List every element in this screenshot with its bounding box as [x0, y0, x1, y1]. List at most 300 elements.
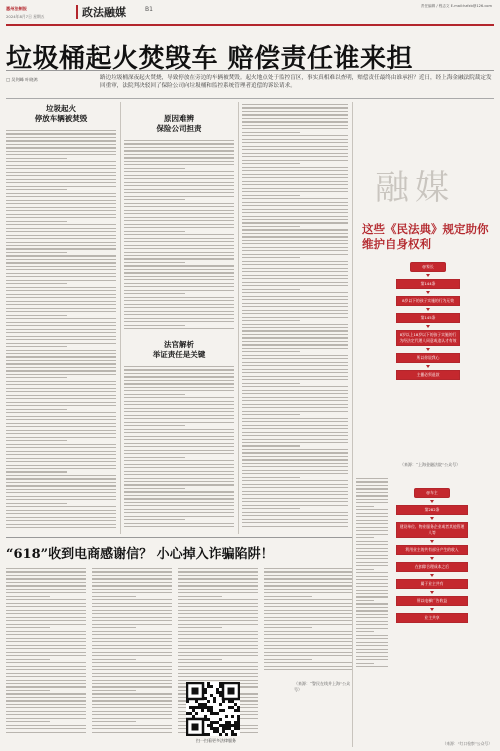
text-line	[6, 489, 116, 490]
text-line	[242, 512, 348, 513]
text-line	[92, 714, 172, 715]
text-line	[124, 397, 234, 398]
text-line	[356, 548, 388, 549]
text-line	[124, 516, 234, 517]
text-line	[242, 135, 348, 136]
text-line	[92, 589, 172, 590]
text-line	[124, 318, 234, 319]
text-line	[6, 652, 86, 653]
text-line	[356, 530, 388, 531]
text-line	[356, 645, 388, 646]
text-line	[242, 299, 348, 300]
text-line	[6, 339, 116, 340]
text-line	[6, 384, 116, 385]
text-line	[242, 432, 348, 433]
text-line	[242, 407, 348, 408]
text-line	[92, 700, 172, 701]
text-line	[242, 508, 300, 509]
text-line	[124, 401, 234, 402]
text-line	[178, 662, 258, 663]
text-line	[124, 474, 234, 475]
text-line	[124, 227, 234, 228]
text-line	[6, 147, 116, 148]
paper-name: 惠州法制报	[6, 6, 27, 11]
text-line	[124, 168, 185, 169]
text-line	[124, 415, 234, 416]
text-line	[264, 599, 352, 600]
text-line	[6, 686, 86, 687]
text-line	[92, 582, 172, 583]
text-line	[92, 624, 172, 625]
text-line	[6, 478, 116, 479]
flow-box: 所以你说我心	[396, 353, 460, 363]
text-line	[264, 603, 352, 604]
text-line	[124, 387, 234, 388]
text-line	[178, 680, 258, 681]
text-line	[264, 620, 352, 621]
text-line	[6, 363, 116, 364]
text-line	[356, 520, 388, 521]
flow-arrow	[430, 540, 434, 543]
text-line	[242, 257, 300, 258]
text-line	[242, 470, 348, 471]
flow-arrow	[430, 500, 434, 503]
text-line	[242, 156, 348, 157]
text-line	[242, 428, 348, 429]
text-line	[178, 648, 258, 649]
text-line	[242, 327, 348, 328]
text-line	[92, 638, 172, 639]
sidebar-divider	[352, 102, 353, 747]
text-line	[242, 128, 348, 129]
text-line	[92, 603, 172, 604]
text-line	[124, 460, 234, 461]
flow-arrow	[426, 274, 430, 277]
text-line	[124, 376, 234, 377]
text-line	[6, 175, 116, 176]
text-line	[6, 524, 116, 525]
text-line	[6, 235, 116, 236]
flow-arrow	[430, 574, 434, 577]
text-line	[242, 435, 348, 436]
text-line	[6, 707, 86, 708]
text-line	[6, 154, 116, 155]
text-line	[242, 254, 348, 255]
text-line	[92, 680, 172, 681]
text-line	[264, 624, 352, 625]
text-line	[242, 341, 348, 342]
text-line	[6, 311, 116, 312]
text-line	[6, 596, 50, 597]
text-line	[264, 669, 352, 670]
text-line	[6, 207, 116, 208]
second-col-4	[264, 568, 352, 678]
text-line	[356, 534, 388, 535]
text-line	[124, 325, 185, 326]
text-line	[124, 175, 234, 176]
text-line	[124, 422, 234, 423]
text-line	[6, 144, 116, 145]
text-line	[124, 276, 234, 277]
second-article-source: （来源：“警民在线并上海”公众号）	[294, 681, 351, 692]
text-line	[242, 233, 348, 234]
text-line	[6, 571, 86, 572]
main-headline: 垃圾桶起火焚毁车 赔偿责任谁来担	[6, 44, 414, 74]
text-line	[356, 624, 388, 625]
text-line	[6, 451, 116, 452]
sidebar-title: 这些《民法典》规定助你维护自身权利	[362, 222, 489, 251]
text-line	[6, 297, 116, 298]
text-line	[124, 217, 234, 218]
text-line	[356, 652, 388, 653]
second-headline: “618”收到电商感谢信？ 小心掉入诈骗陷阱！	[6, 547, 274, 562]
text-line	[356, 569, 374, 570]
text-line	[264, 610, 352, 611]
text-line	[242, 271, 348, 272]
text-line	[124, 404, 234, 405]
text-line	[242, 184, 348, 185]
text-line	[124, 491, 234, 492]
text-line	[178, 659, 222, 660]
text-line	[6, 161, 116, 162]
text-line	[242, 404, 348, 405]
text-line	[124, 495, 234, 496]
text-line	[124, 262, 185, 263]
text-line	[124, 411, 234, 412]
text-line	[124, 484, 234, 485]
text-line	[242, 425, 348, 426]
text-line	[242, 362, 348, 363]
text-line	[6, 503, 67, 504]
text-line	[356, 481, 388, 482]
text-line	[356, 565, 388, 566]
text-line	[124, 213, 234, 214]
text-line	[242, 236, 348, 237]
text-line	[356, 635, 388, 636]
column-1-body	[6, 130, 116, 535]
text-line	[264, 606, 352, 607]
text-line	[356, 544, 388, 545]
editor-info: 责任编辑 / 程志文 E-mail:hzfzb@126.com	[420, 4, 492, 8]
text-line	[124, 481, 234, 482]
text-line	[6, 189, 67, 190]
text-line	[6, 381, 116, 382]
text-line	[6, 402, 116, 403]
text-line	[92, 683, 172, 684]
column-2b-heading: 法官解析 举证责任是关键	[152, 340, 206, 359]
text-line	[242, 202, 348, 203]
text-line	[124, 505, 234, 506]
text-line	[92, 571, 172, 572]
text-line	[178, 669, 258, 670]
text-line	[356, 603, 388, 604]
text-line	[6, 165, 116, 166]
flow-arrow	[430, 608, 434, 611]
text-line	[356, 527, 388, 528]
text-line	[178, 624, 258, 625]
text-line	[242, 330, 348, 331]
text-line	[124, 206, 234, 207]
column-2-body	[124, 140, 234, 335]
flow-arrow	[426, 308, 430, 311]
text-line	[124, 279, 234, 280]
text-line	[6, 506, 116, 507]
text-line	[124, 157, 234, 158]
text-line	[242, 480, 348, 481]
text-line	[6, 680, 86, 681]
text-line	[124, 150, 234, 151]
text-line	[92, 707, 172, 708]
text-line	[264, 655, 352, 656]
flow-box: @车主	[414, 488, 450, 498]
text-line	[92, 606, 172, 607]
text-line	[6, 367, 116, 368]
text-line	[356, 656, 388, 657]
text-line	[6, 315, 67, 316]
text-line	[6, 568, 86, 569]
text-line	[6, 255, 116, 256]
text-line	[124, 196, 234, 197]
text-line	[124, 453, 234, 454]
text-line	[242, 442, 348, 443]
text-line	[6, 353, 116, 354]
text-line	[242, 222, 348, 223]
text-line	[6, 374, 116, 375]
text-line	[242, 240, 348, 241]
text-line	[242, 118, 348, 119]
text-line	[92, 666, 172, 667]
text-line	[6, 655, 86, 656]
text-line	[264, 592, 352, 593]
text-line	[356, 485, 388, 486]
text-line	[92, 721, 136, 722]
text-line	[92, 620, 172, 621]
text-line	[124, 248, 234, 249]
text-line	[6, 196, 116, 197]
text-line	[6, 575, 86, 576]
text-line	[178, 585, 258, 586]
text-line	[356, 649, 388, 650]
text-line	[124, 192, 234, 193]
text-line	[356, 659, 388, 660]
flowchart-1	[396, 262, 460, 382]
text-line	[6, 659, 50, 660]
text-line	[124, 297, 234, 298]
text-line	[6, 423, 116, 424]
text-line	[6, 603, 86, 604]
qr-code[interactable]	[186, 682, 240, 736]
text-line	[6, 294, 116, 295]
text-line	[6, 158, 67, 159]
text-line	[6, 578, 86, 579]
text-line	[92, 655, 172, 656]
text-line	[6, 186, 116, 187]
text-line	[242, 439, 348, 440]
text-line	[92, 725, 172, 726]
text-line	[124, 523, 234, 524]
text-line	[124, 425, 185, 426]
text-line	[356, 631, 374, 632]
text-line	[6, 648, 86, 649]
text-line	[6, 412, 116, 413]
text-line	[6, 599, 86, 600]
text-line	[264, 631, 352, 632]
page-number: B1	[145, 6, 153, 13]
text-line	[92, 578, 172, 579]
text-line	[242, 285, 348, 286]
text-line	[6, 343, 116, 344]
text-line	[92, 690, 136, 691]
text-line	[242, 418, 348, 419]
text-line	[356, 478, 388, 479]
text-line	[356, 596, 388, 597]
text-line	[6, 377, 67, 378]
text-line	[92, 697, 172, 698]
text-line	[178, 627, 222, 628]
text-line	[356, 579, 388, 580]
text-line	[242, 289, 300, 290]
text-line	[264, 638, 352, 639]
column-divider	[120, 102, 121, 534]
text-line	[6, 346, 67, 347]
text-line	[6, 262, 116, 263]
text-line	[6, 624, 86, 625]
text-line	[6, 444, 116, 445]
section-title: 政法融媒	[82, 6, 126, 19]
text-line	[242, 114, 348, 115]
column-3-body	[242, 104, 348, 534]
text-line	[124, 436, 234, 437]
sidebar-text	[356, 478, 388, 678]
text-line	[242, 292, 348, 293]
text-line	[178, 578, 258, 579]
text-line	[124, 526, 234, 527]
column-1-heading: 垃圾起火 停放车辆被焚毁	[34, 104, 88, 123]
text-line	[124, 269, 234, 270]
text-line	[6, 322, 116, 323]
text-line	[6, 133, 116, 134]
text-line	[6, 217, 116, 218]
text-line	[356, 583, 388, 584]
text-line	[6, 461, 116, 462]
text-line	[264, 662, 352, 663]
text-line	[242, 268, 348, 269]
text-line	[242, 498, 348, 499]
text-line	[6, 416, 116, 417]
text-line	[124, 182, 234, 183]
text-line	[124, 314, 234, 315]
flow-arrow	[430, 517, 434, 520]
text-line	[356, 555, 388, 556]
text-line	[6, 606, 86, 607]
text-line	[178, 596, 222, 597]
text-line	[6, 224, 116, 225]
text-line	[356, 523, 388, 524]
text-line	[356, 562, 388, 563]
text-line	[6, 276, 116, 277]
text-line	[124, 488, 185, 489]
text-line	[6, 627, 50, 628]
text-line	[242, 121, 348, 122]
text-line	[124, 252, 234, 253]
text-line	[124, 199, 185, 200]
text-line	[242, 104, 348, 105]
text-line	[124, 509, 234, 510]
text-line	[124, 234, 234, 235]
text-line	[124, 478, 234, 479]
text-line	[6, 437, 116, 438]
text-line	[178, 638, 258, 639]
qr-caption: 扫一扫看更多法律服务	[196, 738, 236, 743]
text-line	[124, 380, 234, 381]
text-line	[264, 627, 312, 628]
text-line	[356, 590, 388, 591]
text-line	[242, 226, 300, 227]
text-line	[6, 697, 86, 698]
text-line	[242, 216, 348, 217]
second-col-2	[92, 568, 172, 743]
text-line	[124, 161, 234, 162]
text-line	[242, 463, 348, 464]
text-line	[6, 471, 67, 472]
text-line	[124, 178, 234, 179]
text-line	[6, 228, 116, 229]
text-line	[264, 589, 352, 590]
text-line	[6, 130, 116, 131]
text-line	[6, 405, 116, 406]
text-line	[242, 390, 348, 391]
flow-box: 在扣除合理成本之后	[396, 562, 468, 572]
text-line	[6, 732, 86, 733]
text-line	[242, 344, 348, 345]
text-line	[242, 477, 300, 478]
text-line	[92, 575, 172, 576]
text-line	[92, 673, 172, 674]
text-line	[6, 398, 116, 399]
text-line	[178, 603, 258, 604]
text-line	[178, 634, 258, 635]
text-line	[264, 568, 352, 569]
text-line	[356, 541, 388, 542]
text-line	[92, 718, 172, 719]
flow-arrow	[426, 348, 430, 351]
text-line	[6, 690, 50, 691]
text-line	[6, 617, 86, 618]
text-line	[6, 350, 116, 351]
text-line	[356, 513, 388, 514]
text-line	[124, 450, 234, 451]
text-line	[242, 111, 348, 112]
text-line	[6, 426, 116, 427]
text-line	[178, 592, 258, 593]
flow-box: 第282条	[396, 505, 468, 515]
text-line	[242, 445, 300, 446]
flowchart-2	[396, 488, 468, 625]
text-line	[264, 641, 352, 642]
text-line	[6, 252, 67, 253]
text-line	[124, 300, 234, 301]
text-line	[124, 394, 185, 395]
text-line	[242, 449, 348, 450]
text-line	[124, 471, 234, 472]
text-line	[124, 245, 234, 246]
text-line	[356, 516, 388, 517]
text-line	[178, 568, 258, 569]
text-line	[264, 652, 352, 653]
text-line	[242, 369, 348, 370]
text-line	[242, 421, 348, 422]
brand-watermark: 融媒	[375, 168, 455, 208]
